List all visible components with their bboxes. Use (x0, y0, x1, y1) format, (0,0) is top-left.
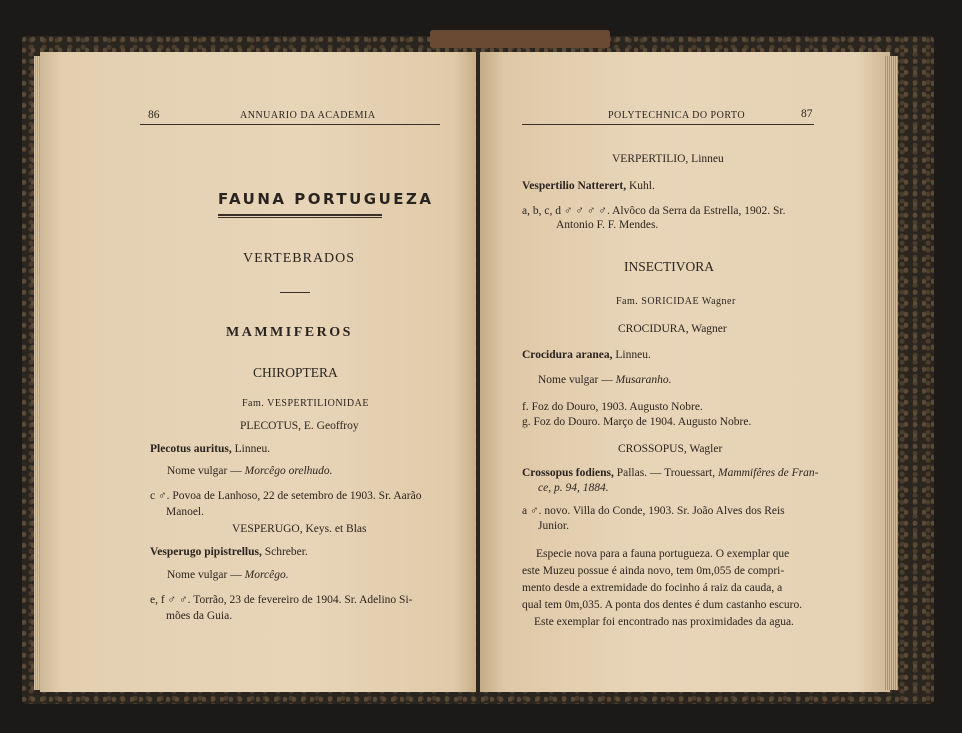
specimen-record-cont: Manoel. (166, 506, 205, 518)
book-spine (430, 30, 610, 48)
paragraph-line: Este exemplar foi encontrado nas proximidades da agua. (534, 616, 794, 628)
specimen-record-cont: Antonio F. F. Mendes. (556, 219, 659, 231)
family-heading: Fam. VESPERTILIONIDAE (242, 398, 369, 409)
title-underline (218, 214, 382, 216)
header-rule (140, 124, 440, 125)
family-heading: Fam. SORICIDAE Wagner (616, 296, 736, 307)
specimen-record-cont: Junior. (538, 520, 569, 532)
vulgar-name: Nome vulgar — Musaranho. (538, 374, 672, 386)
genus-heading: VESPERUGO, Keys. et Blas (232, 523, 367, 535)
species-reference-cont: ce, p. 94, 1884. (538, 482, 609, 494)
species-entry (522, 179, 655, 193)
species-reference: Mammifêres de Fran- (717, 467, 819, 479)
paragraph-line: este Muzeu possue é ainda novo, tem 0m,055 de compri- (522, 565, 785, 577)
species-author: Linneu. (234, 443, 271, 455)
species-entry (150, 545, 308, 559)
specimen-record: e, f ♂ ♂. Torrão, 23 de fevereiro de 1904. Sr. Adelino Si- (150, 594, 413, 606)
species-name: Plecotus auritus, (150, 443, 232, 455)
specimen-record: f. Foz do Douro, 1903. Augusto Nobre. (522, 401, 703, 413)
species-name: Crossopus fodiens, (522, 467, 614, 479)
specimen-record-cont: mões da Guia. (166, 610, 233, 622)
species-author: Linneu. (615, 349, 651, 361)
title-underline-thin (218, 217, 382, 218)
running-header: POLYTECHNICA DO PORTO (608, 110, 746, 121)
species-entry (522, 466, 818, 480)
header-rule (522, 124, 814, 125)
genus-heading: CROCIDURA, Wagner (618, 323, 727, 335)
specimen-record: c ♂. Povoa de Lanhoso, 22 de setembro de 1903. Sr. Aarão (150, 490, 422, 502)
species-author: Kuhl. (628, 180, 655, 192)
left-page (40, 52, 476, 692)
species-entry (522, 348, 651, 362)
section-divider (280, 292, 310, 293)
species-name: Vespertilio Natterert, (522, 180, 627, 192)
specimen-record: a, b, c, d ♂ ♂ ♂ ♂. Alvôco da Serra da Estrella, 1902. Sr. (522, 205, 786, 217)
order-heading: INSECTIVORA (624, 259, 714, 274)
genus-heading: CROSSOPUS, Wagler (618, 443, 723, 455)
page-title: FAUNA PORTUGUEZA (218, 190, 434, 208)
running-header: ANNUARIO DA ACADEMIA (240, 110, 376, 121)
class-heading: MAMMIFEROS (226, 325, 353, 340)
species-entry (150, 442, 270, 456)
species-name: Crocidura aranea, (522, 349, 613, 361)
specimen-record: a ♂. novo. Villa do Conde, 1903. Sr. João Alves dos Reis (522, 505, 785, 517)
order-heading: CHIROPTERA (253, 365, 338, 380)
genus-heading: VERPERTILIO, Linneu (612, 153, 724, 165)
paragraph-line: qual tem 0m,035. A ponta dos dentes é dum castanho escuro. (522, 599, 803, 611)
specimen-record: g. Foz do Douro. Março de 1904. Augusto Nobre. (522, 416, 752, 428)
right-page-edges (884, 56, 898, 690)
page-number: 87 (801, 108, 813, 120)
page-number: 86 (148, 109, 160, 121)
genus-heading: PLECOTUS, E. Geoffroy (240, 420, 359, 432)
species-author: Pallas. — Trouessart, (616, 467, 716, 479)
paragraph-line: mento desde a extremidade do focinho á raiz da cauda, a (522, 582, 783, 594)
paragraph-line: Especie nova para a fauna portugueza. O exemplar que (536, 548, 790, 560)
vulgar-name: Nome vulgar — Morcêgo orelhudo. (167, 465, 333, 477)
right-page (480, 52, 890, 692)
section-heading: VERTEBRADOS (243, 251, 356, 266)
species-author: Schreber. (264, 546, 308, 558)
vulgar-name: Nome vulgar — Morcêgo. (167, 569, 289, 581)
species-name: Vesperugo pipistrellus, (150, 546, 262, 558)
